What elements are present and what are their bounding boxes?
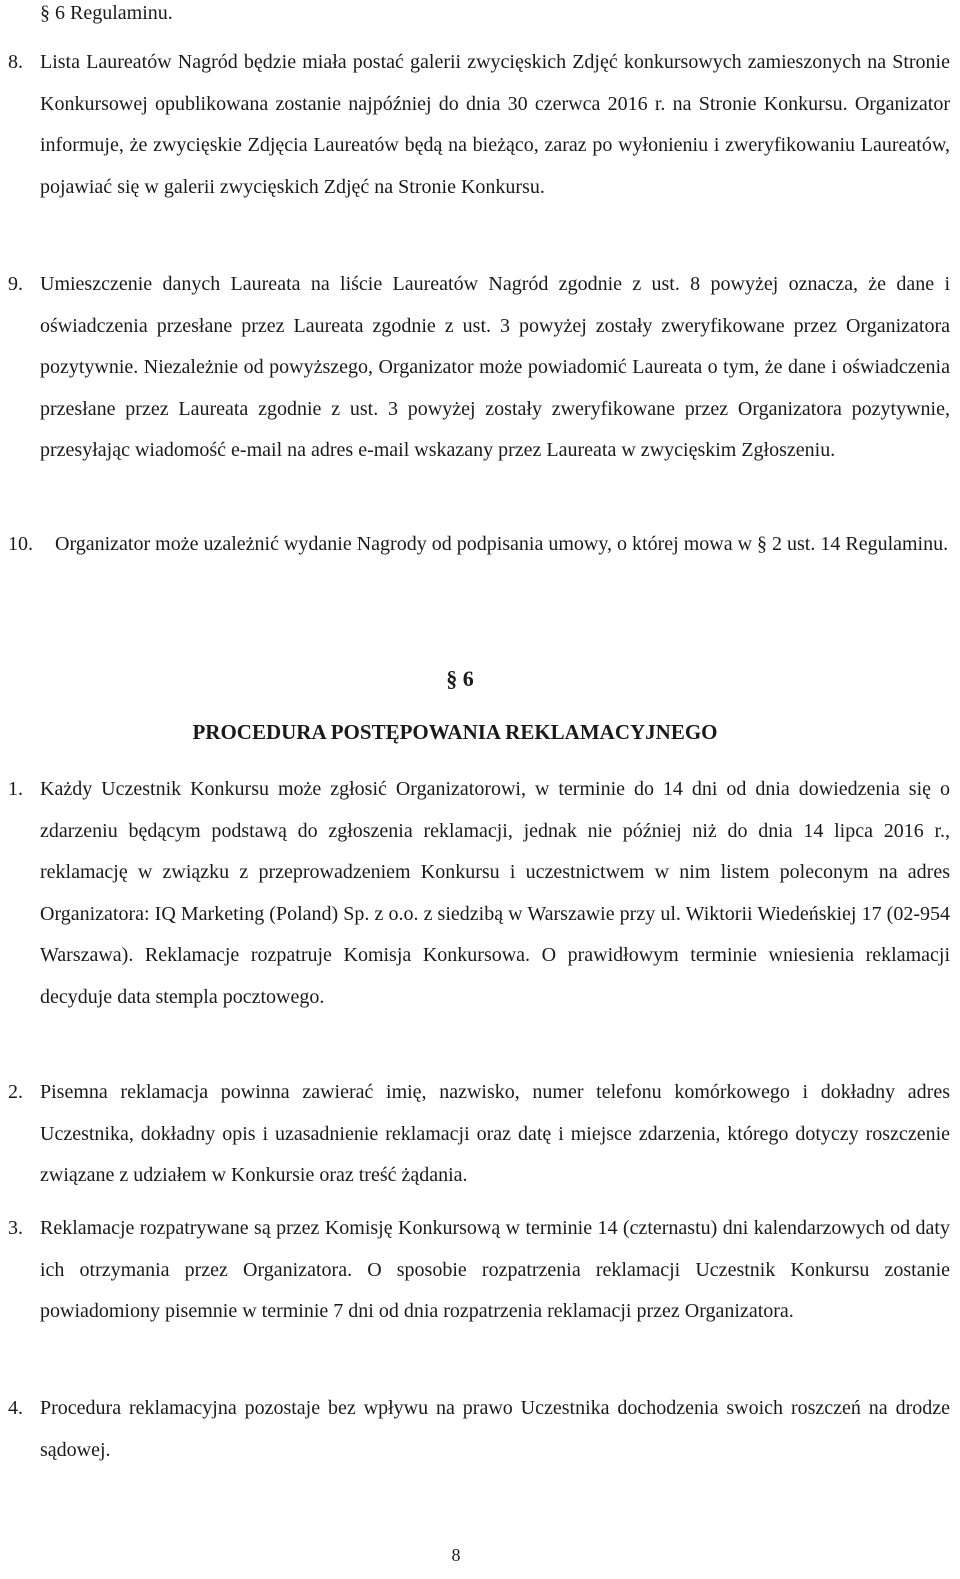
item-text: Każdy Uczestnik Konkursu może zgłosić Organizatorowi, w terminie do 14 dni od dnia dowiedzenia się o zdarzeniu będącym podstawą do zgłoszenia reklamacji, jednak nie później niż do dnia 14 lipca 2016 r., reklamację w związku z przeprowadzeniem Konkursu i uczestnictwem w nim listem poleconym na adres Organizatora: IQ Marketing (Poland) Sp. z o.o. z siedzibą w Warszawie przy ul. Wiktorii Wiedeńskiej 17 (02-954 Warszawa). Reklamacje rozpatruje Komisja Konkursowa. O prawidłowym terminie wniesienia reklamacji decyduje data stempla pocztowego. [40,778,950,1008]
item-text: Procedura reklamacyjna pozostaje bez wpływu na prawo Uczestnika dochodzenia swoich roszczeń na drodze sądowej. [40,1397,950,1461]
item-number: 8. [8,51,23,73]
section-title: PROCEDURA POSTĘPOWANIA REKLAMACYJNEGO [192,720,718,744]
item-number: 3. [8,1217,23,1239]
item-number: 1. [8,778,23,800]
item-number: 10. [8,533,33,555]
section-sign: § 6 [446,666,474,691]
item-number: 4. [8,1397,23,1419]
continuation-line: § 6 Regulaminu. [40,2,173,24]
item-number: 2. [8,1081,23,1103]
item-number: 9. [8,273,23,295]
item-text: Pisemna reklamacja powinna zawierać imię, nazwisko, numer telefonu komórkowego i dokładny adres Uczestnika, dokładny opis i uzasadnienie reklamacji oraz datę i miejsce zdarzenia, którego dotyczy roszczenie związane z udziałem w Konkursie oraz treść żądania. [40,1081,950,1186]
item-text: Organizator może uzależnić wydanie Nagrody od podpisania umowy, o której mowa w § 2 ust. 14 Regulaminu. [55,533,949,555]
item-text: Lista Laureatów Nagród będzie miała postać galerii zwycięskich Zdjęć konkursowych zamieszonych na Stronie Konkursowej opublikowana zostanie najpóźniej do dnia 30 czerwca 2016 r. na Stronie Konkursu. Organizator informuje, że zwycięskie Zdjęcia Laureatów będą na bieżąco, zaraz po wyłonieniu i zweryfikowaniu Laureatów, pojawiać się w galerii zwycięskich Zdjęć na Stronie Konkursu. [40,51,950,198]
page-number: 8 [451,1545,461,1565]
item-text: Umieszczenie danych Laureata na liście Laureatów Nagród zgodnie z ust. 8 powyżej oznacza, że dane i oświadczenia przesłane przez Laureata zgodnie z ust. 3 powyżej zostały zweryfikowane przez Organizatora pozytywnie. Niezależnie od powyższego, Organizator może powiadomić Laureata o tym, że dane i oświadczenia przesłane przez Laureata zgodnie z ust. 3 powyżej zostały zweryfikowane przez Organizatora pozytywnie, przesyłając wiadomość e-mail na adres e-mail wskazany przez Laureata w zwycięskim Zgłoszeniu. [40,273,950,461]
item-text: Reklamacje rozpatrywane są przez Komisję Konkursową w terminie 14 (czternastu) dni kalendarzowych od daty ich otrzymania przez Organizatora. O sposobie rozpatrzenia reklamacji Uczestnik Konkursu zostanie powiadomiony pisemnie w terminie 7 dni od dnia rozpatrzenia reklamacji przez Organizatora. [40,1217,950,1322]
